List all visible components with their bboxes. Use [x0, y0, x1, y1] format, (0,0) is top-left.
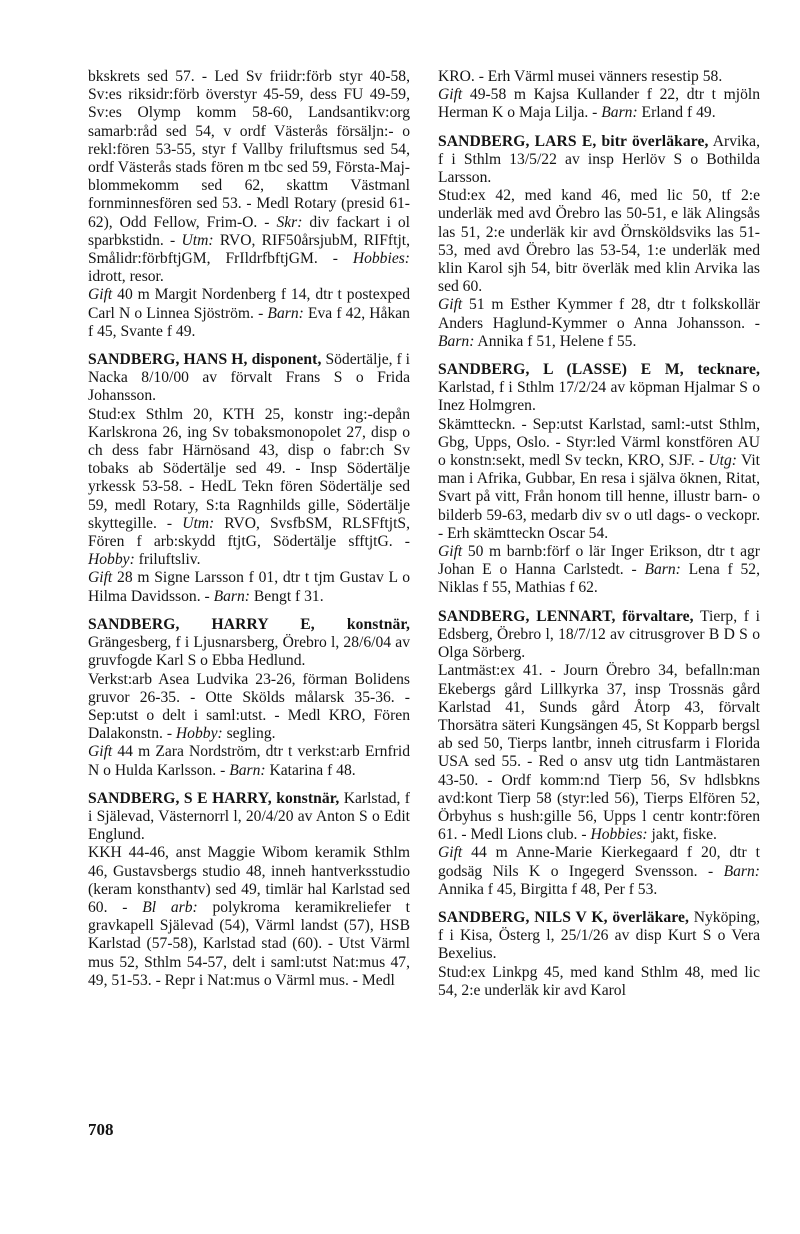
entry-paragraph: [438, 296, 760, 351]
field-label: Utg:: [708, 452, 737, 470]
field-label: Bl arb:: [142, 898, 198, 916]
biography-entry: [438, 909, 760, 1000]
entry-text: 51 m Esther Kymmer f 28, dtr t folkskollär Anders Haglund-Kymmer o Anna Johansson. -: [438, 296, 760, 332]
biography-entry: [438, 608, 760, 899]
entry-text: Annika f 51, Helene f 55.: [474, 332, 637, 350]
field-label: Gift: [438, 543, 463, 561]
field-label: Gift: [438, 844, 463, 862]
entry-text: 40 m Margit Nordenberg f 14, dtr t postexped Carl N o Linnea Sjöström. -: [88, 286, 410, 322]
field-label: Hobbies:: [590, 826, 648, 844]
field-label: Barn:: [213, 587, 250, 605]
biography-entry: [438, 133, 760, 351]
entry-text: Tierp, f i Edsberg, Örebro l, 18/7/12 av citrusgrover B D S o Olga Sörberg.: [438, 607, 760, 662]
entry-text: KRO. - Erh Värml musei vänners resestip 58.: [438, 68, 723, 85]
field-label: Utm:: [181, 231, 214, 249]
entry-paragraph: [438, 662, 760, 844]
entry-paragraph: [88, 569, 410, 605]
entry-text: 49-58 m Kajsa Kullander f 22, dtr t mjöln Herman K o Maja Lilja. -: [438, 86, 760, 122]
entry-text: Bengt f 31.: [250, 587, 324, 605]
entry-text: RVO, SvsfbSM, RLSFftjtS, Fören f arb:skydd ftjtG, Södertälje sfftjtG. -: [88, 514, 411, 551]
field-label: Barn:: [723, 862, 760, 880]
left-column: [88, 68, 410, 990]
field-label: Barn:: [267, 304, 304, 322]
field-label: Skr:: [276, 213, 303, 231]
entry-text: Karlstad, f i Sthlm 17/2/24 av köpman Hjalmar S o Inez Holmgren.: [438, 379, 760, 415]
entry-paragraph: [88, 286, 410, 341]
entry-text: 28 m Signe Larsson f 01, dtr t tjm Gustav L o Hilma Davidsson. -: [88, 569, 410, 605]
entry-paragraph: [438, 416, 760, 543]
entry-heading-paragraph: [88, 68, 410, 286]
entry-heading-paragraph: [438, 608, 760, 663]
entry-name-heading: SANDBERG, HANS H, disponent,: [88, 351, 322, 369]
entry-text: Skämtteckn. - Sep:utst Karlstad, saml:-utst Sthlm, Gbg, Upps, Oslo. - Styr:led Värml konstfören AU o konstn:sekt, medl Sv teckn, KRO, SJF. -: [438, 415, 760, 470]
entry-text: Eva f 42, Håkan f 45, Svante f 49.: [88, 304, 410, 340]
entry-text: Erland f 49.: [637, 104, 716, 122]
entry-text: Karlstad, f i Själevad, Västernorrl l, 20/4/20 av Anton S o Edit Englund.: [88, 789, 410, 844]
entry-paragraph: [88, 844, 410, 990]
entry-text: Arvika, f i Sthlm 13/5/22 av insp Herlöv S o Bothilda Larsson.: [438, 132, 760, 187]
entry-text: div fackart i ol sparbkstidn. -: [88, 213, 410, 249]
entry-name-heading: SANDBERG, LARS E, bitr överläkare,: [438, 132, 709, 150]
entry-text: Lena f 52, Niklas f 55, Mathias f 62.: [438, 561, 760, 597]
entry-text: Nyköping, f i Kisa, Österg l, 25/1/26 av disp Kurt S o Vera Bexelius.: [438, 908, 760, 963]
entry-heading-paragraph: [438, 68, 760, 86]
entry-heading-paragraph: [438, 909, 760, 964]
entry-heading-paragraph: [88, 351, 410, 406]
field-label: Barn:: [644, 561, 681, 579]
field-label: Hobbies:: [352, 250, 410, 268]
biography-entry: [88, 68, 410, 341]
entry-text: 44 m Zara Nordström, dtr t verkst:arb Ernfrid N o Hulda Karlsson. -: [88, 743, 410, 779]
field-label: Gift: [88, 286, 113, 304]
entry-paragraph: [438, 964, 760, 1000]
entry-name-heading: SANDBERG, NILS V K, överläkare,: [438, 908, 690, 926]
right-column: [438, 68, 760, 1000]
field-label: Barn:: [601, 104, 638, 122]
entry-text: 50 m barnb:förf o lär Inger Erikson, dtr t agr Johan E o Hanna Carlstedt. -: [438, 543, 760, 579]
entry-heading-paragraph: [438, 133, 760, 188]
entry-text: polykroma keramikreliefer t gravkapell Själevad (54), Värml landst (57), HSB Karlstad (57-58), Karlstad stad (60). - Utst Värml mus 52, Sthlm 54-57, delt i saml:utst Nat:mus 47, 49, 51-53. - Repr i Nat:mus o Värml mus. - Medl: [88, 898, 410, 989]
entry-text: idrott, resor.: [88, 268, 164, 286]
field-label: Gift: [88, 743, 113, 761]
entry-heading-paragraph: [88, 616, 410, 671]
field-label: Gift: [88, 569, 113, 587]
entry-text: Annika f 45, Birgitta f 48, Per f 53.: [438, 880, 658, 898]
entry-paragraph: [88, 743, 410, 779]
entry-text: Stud:ex 42, med kand 46, med lic 50, tf 2:e underläk med avd Örebro las 50-51, e läk Alingsås las 51, 2:e underläk kir avd Örnsköldsviks las 51-53, med avd Örebro las 53-54, 1:e underläk med klin Karol sjh 54, bitr överläk med klin Arvika las sed 60.: [438, 187, 760, 296]
biography-entry: [88, 790, 410, 990]
field-label: Gift: [438, 296, 463, 314]
field-label: Hobby:: [175, 725, 223, 743]
entry-paragraph: [438, 543, 760, 598]
entry-paragraph: [438, 187, 760, 296]
entry-paragraph: [88, 406, 410, 570]
field-label: Barn:: [229, 761, 266, 779]
entry-text: Verkst:arb Asea Ludvika 23-26, förman Bolidens gruvor 26-35. - Otte Skölds målarsk 35-36. - Sep:utst o delt i saml:utst. - Medl KRO, Fören Dalakonstn. -: [88, 670, 410, 743]
entry-text: KKH 44-46, anst Maggie Wibom keramik Sthlm 46, Gustavsbergs studio 48, inneh hantverksstudio (keram konsthantv) sed 49, timlär hal Karlstad sed 60. -: [88, 844, 410, 916]
entry-name-heading: SANDBERG, HARRY E, konstnär,: [88, 615, 410, 633]
page-number: 708: [88, 1120, 114, 1139]
entry-text: Stud:ex Linkpg 45, med kand Sthlm 48, med lic 54, 2:e underläk kir avd Karol: [438, 963, 760, 999]
biography-entry: [88, 351, 410, 606]
entry-text: Lantmäst:ex 41. - Journ Örebro 34, befalln:man Ekebergs gård Lillkyrka 37, insp Trossnäs gård Karlstad 41, Sunds gård Åtorp 43, förvalt Thorsätra säteri Kungsängen 45, St Kopparb bergsl ab sed 50, Tierps lantbr, inneh citrusfarm i Florida USA sed 55. - Red o ansv utg tidn Lantmästaren 43-50. - Ordf komm:nd Tierp 56, Sv hdlsbkns avd:kont Tierp 58 (styr:led 56), Tierps Elfören 52, Örbyhus s hush:gille 56, Upps l centr kontr:fören 61. - Medl Lions club. -: [438, 662, 760, 844]
entry-text: RVO, RIF50årsjubM, RIFftjt, Smålidr:förbftjGM, FrIldrfbftjGM. -: [88, 231, 411, 268]
field-label: Hobby:: [88, 551, 135, 569]
entry-text: segling.: [222, 725, 276, 743]
entry-heading-paragraph: [88, 790, 410, 845]
entry-text: 44 m Anne-Marie Kierkegaard f 20, dtr t godsäg Nils K o Ingegerd Svensson. -: [438, 844, 760, 880]
entry-text: friluftsliv.: [134, 551, 201, 569]
field-label: Barn:: [438, 332, 475, 350]
entry-text: Katarina f 48.: [265, 761, 356, 779]
field-label: Gift: [438, 86, 463, 104]
entry-text: Södertälje, f i Nacka 8/10/00 av förvalt Frans S o Frida Johansson.: [88, 351, 411, 405]
biography-entry: [438, 68, 760, 123]
entry-name-heading: SANDBERG, S E HARRY, konstnär,: [88, 789, 340, 807]
entry-paragraph: [438, 844, 760, 899]
entry-name-heading: SANDBERG, LENNART, förvaltare,: [438, 607, 694, 625]
entry-text: jakt, fiske.: [647, 826, 717, 844]
entry-paragraph: [438, 86, 760, 122]
entry-text: Grängesberg, f i Ljusnarsberg, Örebro l, 28/6/04 av gruvfogde Karl S o Ebba Hedlund.: [88, 634, 410, 670]
entry-heading-paragraph: [438, 361, 760, 416]
entry-paragraph: [88, 671, 410, 744]
biography-entry: [88, 616, 410, 780]
entry-text: Stud:ex Sthlm 20, KTH 25, konstr ing:-depån Karlskrona 26, ing Sv tobaksmonopolet 27, disp o ch dess fabr Härnösand 43, disp o fabr:ch Sv tobaks ab Södertälje sed 49. - Insp Södertälje yrkessk 53-58. - HedL Tekn fören Södertälje sed 59, medl Rotary, S:ta Ragnhilds gille, Södertälje skyttegille. -: [88, 405, 410, 532]
entry-name-heading: SANDBERG, L (LASSE) E M, tecknare,: [438, 361, 760, 379]
biography-entry: [438, 361, 760, 598]
entry-text: bkskrets sed 57. - Led Sv friidr:förb styr 40-58, Sv:es riksidr:förb överstyr 45-59, dess FU 49-59, Sv:es Olymp komm 58-60, Landsantikv:org samarb:råd sed 54, v ordf Västerås försäljn:- o rekl:fören 53-55, styr f Vallby friluftsmus sed 54, ordf Västerås stads fören m tbc sed 59, Första-Maj-blommekomm sed 62, skattm Västmanl fornminnesfören sed 53. - Medl Rotary (presid 61-62), Odd Fellow, Frim-O. -: [88, 68, 410, 231]
field-label: Utm:: [182, 514, 215, 532]
entry-text: Vit man i Afrika, Gubbar, En resa i själva öknen, Ritat, Svart på vitt, Från honom till henne, illustr barn- o bilderb 59-63, medarb div sv o utl dags- o veckopr. - Erh skämtteckn Oscar 54.: [438, 452, 760, 542]
